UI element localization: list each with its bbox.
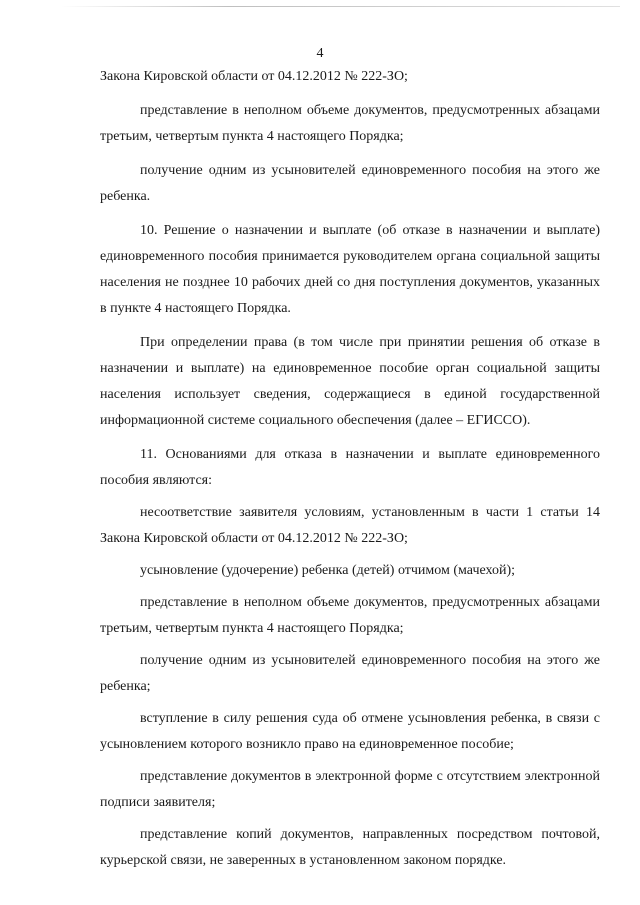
- scan-edge-line: [60, 6, 620, 7]
- document-body: [100, 64, 600, 880]
- paragraph-allowance-received: получение одним из усыновителей единовременного пособия на этого же ребенка.: [100, 163, 600, 204]
- list-item-court-decision: вступление в силу решения суда об отмене усыновления ребенка, в связи с усыновлением которого возникло право на единовременное пособие;: [100, 711, 600, 752]
- paragraph-law-reference: Закона Кировской области от 04.12.2012 № 222-ЗО;: [100, 69, 408, 84]
- list-item-allowance-received: получение одним из усыновителей единовременного пособия на этого же ребенка;: [100, 653, 600, 694]
- list-item-incomplete-docs: представление в неполном объеме документов, предусмотренных абзацами третьим, четвертым пункта 4 настоящего Порядка;: [100, 595, 600, 636]
- list-item-nonconformity: несоответствие заявителя условиям, установленным в части 1 статьи 14 Закона Кировской области от 04.12.2012 № 222-ЗО;: [100, 505, 600, 546]
- list-item-uncertified-copies: представление копий документов, направленных посредством почтовой, курьерской связи, не заверенных в установленном законом порядке.: [100, 827, 600, 868]
- list-item-no-e-signature: представление документов в электронной форме с отсутствием электронной подписи заявителя;: [100, 769, 600, 810]
- paragraph-item-10: 10. Решение о назначении и выплате (об отказе в назначении и выплате) единовременного пособия принимается руководителем органа социальной защиты населения не позднее 10 рабочих дней со дня поступления документов, указанных в пункте 4 настоящего Порядка.: [100, 223, 600, 316]
- paragraph-egisso: При определении права (в том числе при принятии решения об отказе в назначении и выплате) на единовременное пособие орган социальной защиты населения использует сведения, содержащиеся в единой государственной информационной системе социального обеспечения (далее – ЕГИССО).: [100, 335, 600, 428]
- paragraph-item-11: 11. Основаниями для отказа в назначении и выплате единовременного пособия являются:: [100, 447, 600, 488]
- page-number: 4: [316, 46, 324, 61]
- list-item-stepparent: усыновление (удочерение) ребенка (детей) отчимом (мачехой);: [140, 563, 516, 578]
- paragraph-incomplete-docs: представление в неполном объеме документов, предусмотренных абзацами третьим, четвертым пункта 4 настоящего Порядка;: [100, 103, 600, 144]
